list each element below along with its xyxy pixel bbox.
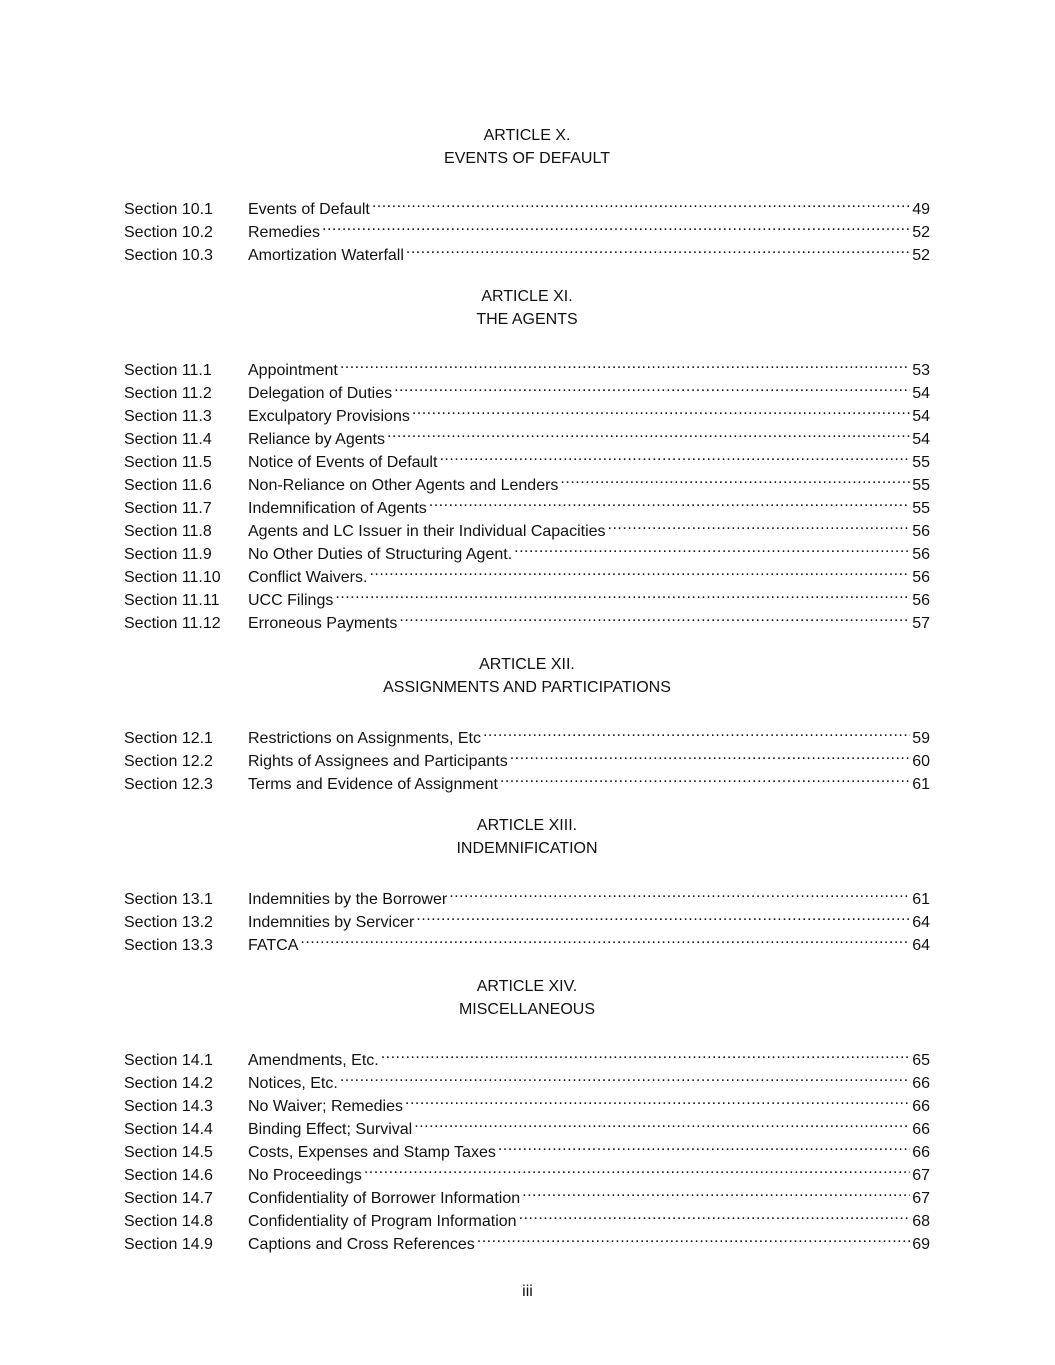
page-reference: 59 [912,730,930,747]
dot-leader [477,1226,910,1249]
page-reference: 68 [912,1213,930,1230]
section-number: Section 14.8 [124,1213,213,1230]
page-reference: 56 [912,569,930,586]
page-reference: 60 [912,753,930,770]
dot-leader [340,352,910,375]
section-number: Section 11.8 [124,523,212,540]
dot-leader [405,1088,910,1111]
section-title: Rights of Assignees and Participants [248,753,508,770]
section-number: Section 14.3 [124,1098,213,1115]
toc-entry[interactable] [124,881,930,908]
section-title: Restrictions on Assignments, Etc [248,730,481,747]
section-number: Section 14.4 [124,1121,213,1138]
dot-leader [416,904,910,927]
section-number: Section 13.2 [124,914,213,931]
section-title: Remedies [248,224,321,241]
dot-leader [519,1203,911,1226]
toc-entry-list [124,1042,930,1253]
dot-leader [340,1065,910,1088]
toc-entry[interactable] [124,720,930,747]
article-heading [124,814,930,860]
toc-entry[interactable] [124,1042,930,1069]
section-number: Section 14.9 [124,1236,213,1253]
page-reference: 52 [912,224,930,241]
section-title: Appointment [248,362,338,379]
section-number: Section 12.1 [124,730,213,747]
section-title: Indemnification of Agents [248,500,427,517]
dot-leader [498,1134,910,1157]
section-number: Section 11.1 [124,362,212,379]
page-reference: 56 [912,592,930,609]
section-number: Section 11.12 [124,615,221,632]
section-number: Section 14.6 [124,1167,213,1184]
dot-leader [372,191,910,214]
dot-leader [394,375,910,398]
toc-entry-list [124,352,930,632]
dot-leader [522,1180,910,1203]
toc-entry-list [124,881,930,954]
dot-leader [429,490,910,513]
section-title: Reliance by Agents [248,431,385,448]
page-reference: 67 [912,1167,930,1184]
section-title: Events of Default [248,201,370,218]
section-title: Costs, Expenses and Stamp Taxes [248,1144,496,1161]
section-title: Delegation of Duties [248,385,393,402]
page-reference: 61 [912,776,930,793]
page-reference: 54 [912,385,930,402]
section-number: Section 10.1 [124,201,213,218]
page-reference: 66 [912,1144,930,1161]
section-number: Section 11.7 [124,500,212,517]
dot-leader [514,536,910,559]
page-reference: 56 [912,523,930,540]
section-title: Amendments, Etc. [248,1052,379,1069]
section-title: Agents and LC Issuer in their Individual Capacities [248,523,606,540]
dot-leader [483,720,910,743]
section-title: UCC Filings [248,592,334,609]
dot-leader [381,1042,910,1065]
page-reference: 65 [912,1052,930,1069]
page-reference: 57 [912,615,930,632]
dot-leader [300,927,910,950]
section-title: Indemnities by the Borrower [248,891,448,908]
section-number: Section 11.10 [124,569,221,586]
section-title: FATCA [248,937,299,954]
section-title: Amortization Waterfall [248,247,404,264]
article-heading [124,653,930,699]
article-section [124,975,930,1253]
table-of-contents [124,124,930,1274]
section-number: Section 10.3 [124,247,213,264]
article-title: INDEMNIFICATION [456,840,598,857]
section-title: Non-Reliance on Other Agents and Lenders [248,477,559,494]
page-reference: 56 [912,546,930,563]
section-number: Section 13.3 [124,937,213,954]
dot-leader [335,582,910,605]
page-reference: 54 [912,431,930,448]
article-title: ASSIGNMENTS AND PARTICIPATIONS [383,679,671,696]
page-reference: 66 [912,1075,930,1092]
section-number: Section 14.5 [124,1144,213,1161]
section-title: Confidentiality of Program Information [248,1213,517,1230]
dot-leader [406,237,910,260]
section-title: Conflict Waivers. [248,569,368,586]
page-reference: 66 [912,1121,930,1138]
page-reference: 64 [912,914,930,931]
page-number: iii [522,1283,533,1300]
section-number: Section 11.11 [124,592,220,609]
article-number: ARTICLE XI. [481,288,573,305]
dot-leader [412,398,910,421]
section-number: Section 12.3 [124,776,213,793]
section-title: Exculpatory Provisions [248,408,410,425]
article-title: MISCELLANEOUS [458,1001,596,1018]
section-number: Section 11.4 [124,431,212,448]
section-title: Terms and Evidence of Assignment [248,776,498,793]
dot-leader [449,881,910,904]
page-reference: 69 [912,1236,930,1253]
page-reference: 61 [912,891,930,908]
section-title: Indemnities by Servicer [248,914,415,931]
page-reference: 53 [912,362,930,379]
page-reference: 55 [912,500,930,517]
page-reference: 55 [912,454,930,471]
article-section [124,124,930,264]
page-reference: 67 [912,1190,930,1207]
dot-leader [369,559,910,582]
section-number: Section 14.2 [124,1075,213,1092]
dot-leader [364,1157,910,1180]
section-number: Section 11.9 [124,546,212,563]
page-reference: 66 [912,1098,930,1115]
article-section [124,814,930,954]
article-title: THE AGENTS [476,311,578,328]
page-reference: 54 [912,408,930,425]
toc-entry[interactable] [124,352,930,379]
page-reference: 49 [912,201,930,218]
section-number: Section 10.2 [124,224,213,241]
dot-leader [414,1111,910,1134]
section-number: Section 13.1 [124,891,213,908]
dot-leader [510,743,911,766]
dot-leader [500,766,910,789]
page-reference: 55 [912,477,930,494]
dot-leader [387,421,910,444]
page-reference: 64 [912,937,930,954]
section-number: Section 11.2 [124,385,212,402]
dot-leader [322,214,910,237]
section-number: Section 11.6 [124,477,212,494]
article-heading [124,285,930,331]
article-title: EVENTS OF DEFAULT [444,150,610,167]
section-title: Erroneous Payments [248,615,398,632]
toc-entry-list [124,191,930,264]
dot-leader [399,605,910,628]
article-number: ARTICLE XIV. [476,978,578,995]
section-title: No Proceedings [248,1167,362,1184]
page-reference: 52 [912,247,930,264]
section-number: Section 11.3 [124,408,212,425]
article-heading [124,124,930,170]
section-number: Section 14.1 [124,1052,213,1069]
article-section [124,653,930,793]
section-title: No Other Duties of Structuring Agent. [248,546,513,563]
article-number: ARTICLE XII. [479,656,575,673]
section-title: Captions and Cross References [248,1236,475,1253]
section-number: Section 14.7 [124,1190,213,1207]
section-number: Section 11.5 [124,454,212,471]
toc-entry[interactable] [124,191,930,218]
section-title: No Waiver; Remedies [248,1098,404,1115]
article-number: ARTICLE XIII. [476,817,578,834]
article-section [124,285,930,632]
dot-leader [560,467,910,490]
article-heading [124,975,930,1021]
dot-leader [608,513,911,536]
article-number: ARTICLE X. [483,127,571,144]
section-title: Binding Effect; Survival [248,1121,413,1138]
dot-leader [439,444,910,467]
toc-entry-list [124,720,930,793]
section-title: Notice of Events of Default [248,454,438,471]
section-title: Confidentiality of Borrower Information [248,1190,521,1207]
section-title: Notices, Etc. [248,1075,338,1092]
section-number: Section 12.2 [124,753,213,770]
